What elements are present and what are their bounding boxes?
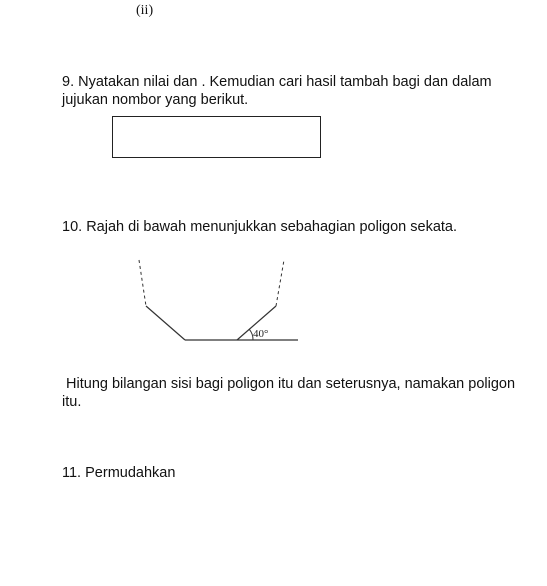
question-9-text: Nyatakan nilai dan . Kemudian cari hasil tambah bagi dan dalam bbox=[78, 74, 492, 90]
question-11-number: 11. bbox=[62, 465, 82, 481]
regular-polygon-figure bbox=[120, 250, 310, 350]
polygon-left-dashed-edge bbox=[139, 260, 146, 306]
question-10-followup bbox=[62, 376, 532, 411]
answer-box bbox=[112, 116, 321, 158]
part-label: (ii) bbox=[136, 3, 154, 18]
question-10-number: 10. bbox=[62, 219, 83, 235]
question-11-text: Permudahkan bbox=[85, 465, 176, 481]
angle-label: 40° bbox=[253, 328, 269, 340]
question-10-followup-line-2: itu. bbox=[62, 393, 82, 410]
polygon-right-dashed-edge bbox=[276, 260, 284, 306]
question-9-line-2: jujukan nombor yang berikut. bbox=[62, 91, 249, 108]
question-9-number: 9. bbox=[62, 74, 75, 90]
question-9 bbox=[62, 74, 532, 109]
question-9-line-1 bbox=[62, 74, 532, 92]
polygon-left-lower-edge bbox=[146, 306, 185, 340]
question-10 bbox=[62, 219, 532, 237]
question-11 bbox=[62, 465, 532, 483]
question-10-followup-line-1: Hitung bilangan sisi bagi poligon itu dan seterusnya, namakan poligon bbox=[62, 376, 516, 392]
question-10-text: Rajah di bawah menunjukkan sebahagian poligon sekata. bbox=[86, 219, 458, 235]
